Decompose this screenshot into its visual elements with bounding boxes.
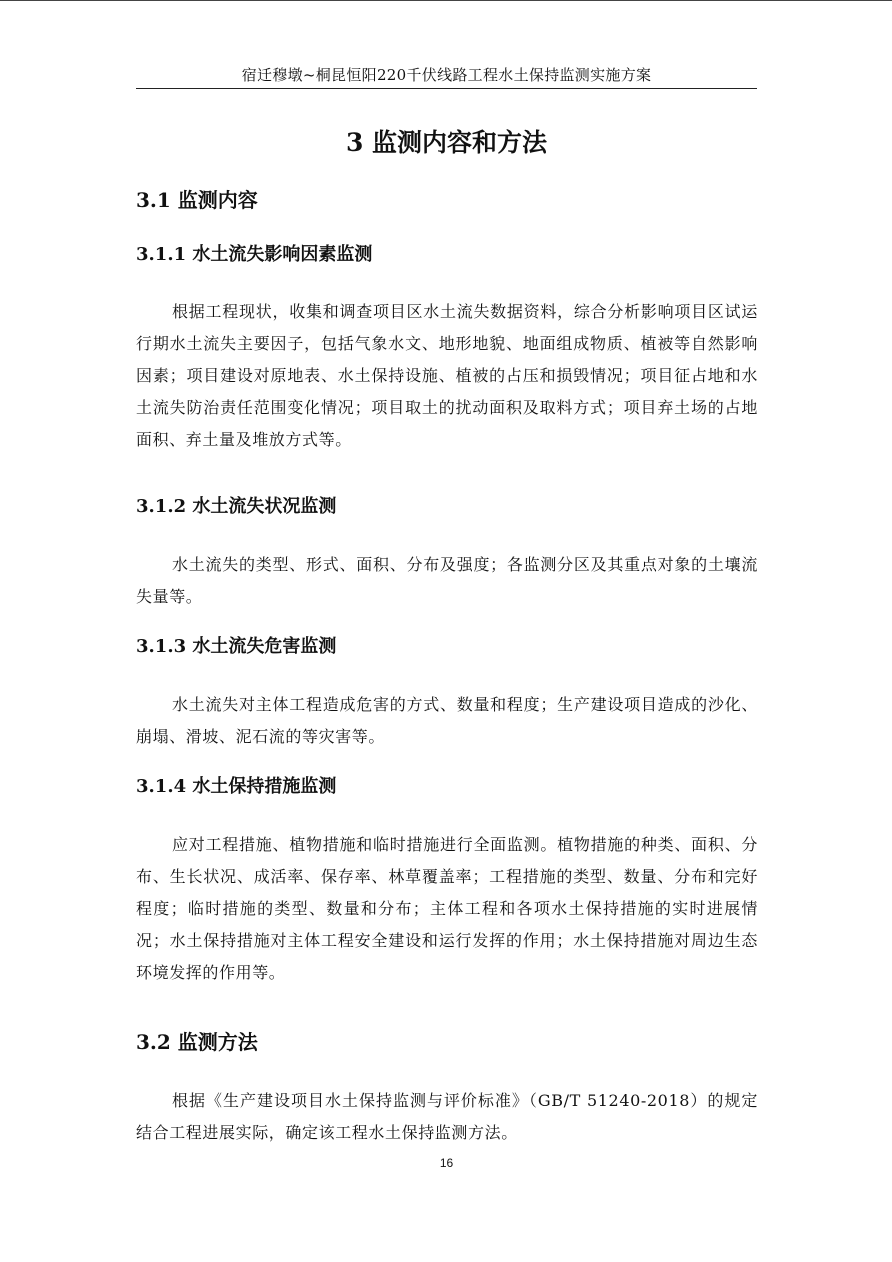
running-header: 宿迁穆墩~桐昆恒阳220千伏线路工程水土保持监测实施方案 [241,66,652,84]
section-heading-3-1-3: 3.1.3 水土流失危害监测 [136,636,337,657]
page-number: 16 [439,1156,454,1170]
paragraph-3-2: 根据《生产建设项目水土保持监测与评价标准》（GB/T 51240-2018）的规定结合工程进展实际，确定该工程水土保持监测方法。 [136,1091,758,1142]
section-heading-3-1-1: 3.1.1 水土流失影响因素监测 [136,244,373,265]
top-border-line [0,0,892,1]
section-heading-3-1-4: 3.1.4 水土保持措施监测 [136,776,337,797]
chapter-title: 3 监测内容和方法 [345,128,548,157]
paragraph-3-1-1: 根据工程现状，收集和调查项目区水土流失数据资料，综合分析影响项目区试运行期水土流失主要因子，包括气象水文、地形地貌、地面组成物质、植被等自然影响因素；项目建设对原地表、水土保持设施、植被的占压和损毁情况；项目征占地和水土流失防治责任范围变化情况；项目取土的扰动面积及取料方式；项目弃土场的占地面积、弃土量及堆放方式等。 [136,302,758,449]
paragraph-3-1-4: 应对工程措施、植物措施和临时措施进行全面监测。植物措施的种类、面积、分布、生长状况、成活率、保存率、林草覆盖率；工程措施的类型、数量、分布和完好程度；临时措施的类型、数量和分布；主体工程和各项水土保持措施的实时进展情况；水土保持措施对主体工程安全建设和运行发挥的作用；水土保持措施对周边生态环境发挥的作用等。 [136,835,758,982]
paragraph-3-1-3: 水土流失对主体工程造成危害的方式、数量和程度；生产建设项目造成的沙化、崩塌、滑坡、泥石流的等灾害等。 [136,695,758,746]
header-rule [136,88,757,89]
section-heading-3-2: 3.2 监测方法 [136,1030,258,1054]
section-heading-3-1: 3.1 监测内容 [136,188,258,212]
paragraph-3-1-2: 水土流失的类型、形式、面积、分布及强度；各监测分区及其重点对象的土壤流失量等。 [136,555,758,606]
section-heading-3-1-2: 3.1.2 水土流失状况监测 [136,496,337,517]
